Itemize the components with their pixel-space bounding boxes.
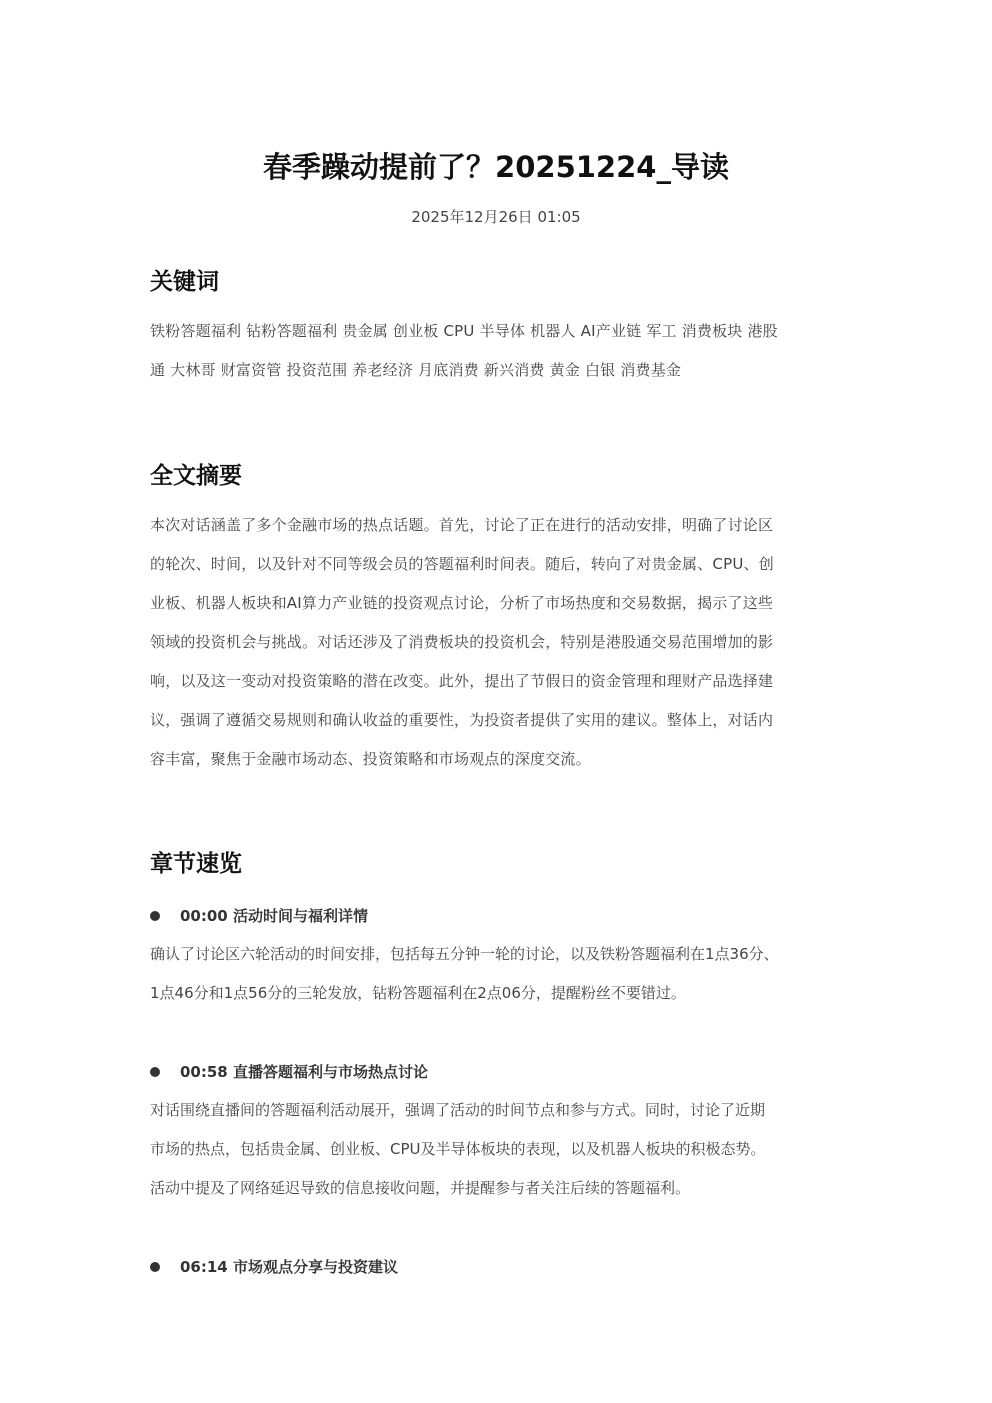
chapter-title: 00:00 活动时间与福利详情	[180, 907, 368, 925]
summary-line: 的轮次、时间，以及针对不同等级会员的答题福利时间表。随后，转向了对贵金属、CPU、创	[150, 555, 774, 573]
keywords-text	[150, 312, 850, 390]
keywords-heading: 关键词	[150, 269, 219, 295]
bullet-icon	[150, 1067, 160, 1077]
summary-line: 议，强调了遵循交易规则和确认收益的重要性，为投资者提供了实用的建议。整体上，对话内	[150, 711, 774, 729]
keywords-line: 铁粉答题福利 钻粉答题福利 贵金属 创业板 CPU 半导体 机器人 AI产业链 军工 消费板块 港股	[150, 322, 778, 340]
chapter-line: 1点46分和1点56分的三轮发放，钻粉答题福利在2点06分，提醒粉丝不要错过。	[150, 984, 686, 1002]
chapter-item	[150, 1254, 850, 1280]
chapter-line: 对话围绕直播间的答题福利活动展开，强调了活动的时间节点和参与方式。同时，讨论了近期	[150, 1101, 766, 1119]
chapters-heading: 章节速览	[150, 851, 242, 877]
summary-line: 容丰富，聚焦于金融市场动态、投资策略和市场观点的深度交流。	[150, 750, 591, 768]
chapter-header	[150, 1254, 850, 1280]
keywords-line: 通 大林哥 财富资管 投资范围 养老经济 月底消费 新兴消费 黄金 白银 消费基金	[150, 361, 682, 379]
chapter-item	[150, 1059, 850, 1208]
summary-heading: 全文摘要	[150, 463, 242, 489]
bullet-icon	[150, 1262, 160, 1272]
chapter-body	[150, 935, 850, 1013]
bullet-icon	[150, 911, 160, 921]
document-date: 2025年12月26日 01:05	[411, 208, 581, 226]
document-title: 春季躁动提前了？20251224_导读	[263, 150, 729, 184]
chapter-line: 确认了讨论区六轮活动的时间安排，包括每五分钟一轮的讨论，以及铁粉答题福利在1点36分、	[150, 945, 779, 963]
summary-text	[150, 506, 850, 779]
chapter-title: 00:58 直播答题福利与市场热点讨论	[180, 1063, 428, 1081]
chapter-body	[150, 1091, 850, 1208]
chapter-line: 活动中提及了网络延迟导致的信息接收问题，并提醒参与者关注后续的答题福利。	[150, 1179, 691, 1197]
summary-line: 业板、机器人板块和AI算力产业链的投资观点讨论，分析了市场热度和交易数据，揭示了这些	[150, 594, 774, 612]
summary-line: 本次对话涵盖了多个金融市场的热点话题。首先，讨论了正在进行的活动安排，明确了讨论区	[150, 516, 774, 534]
chapter-item	[150, 903, 850, 1013]
chapter-header	[150, 903, 850, 929]
summary-line: 领域的投资机会与挑战。对话还涉及了消费板块的投资机会，特别是港股通交易范围增加的影	[150, 633, 774, 651]
summary-line: 响，以及这一变动对投资策略的潜在改变。此外，提出了节假日的资金管理和理财产品选择建	[150, 672, 774, 690]
chapter-line: 市场的热点，包括贵金属、创业板、CPU及半导体板块的表现，以及机器人板块的积极态势。	[150, 1140, 766, 1158]
chapter-title: 06:14 市场观点分享与投资建议	[180, 1258, 398, 1276]
chapter-header	[150, 1059, 850, 1085]
